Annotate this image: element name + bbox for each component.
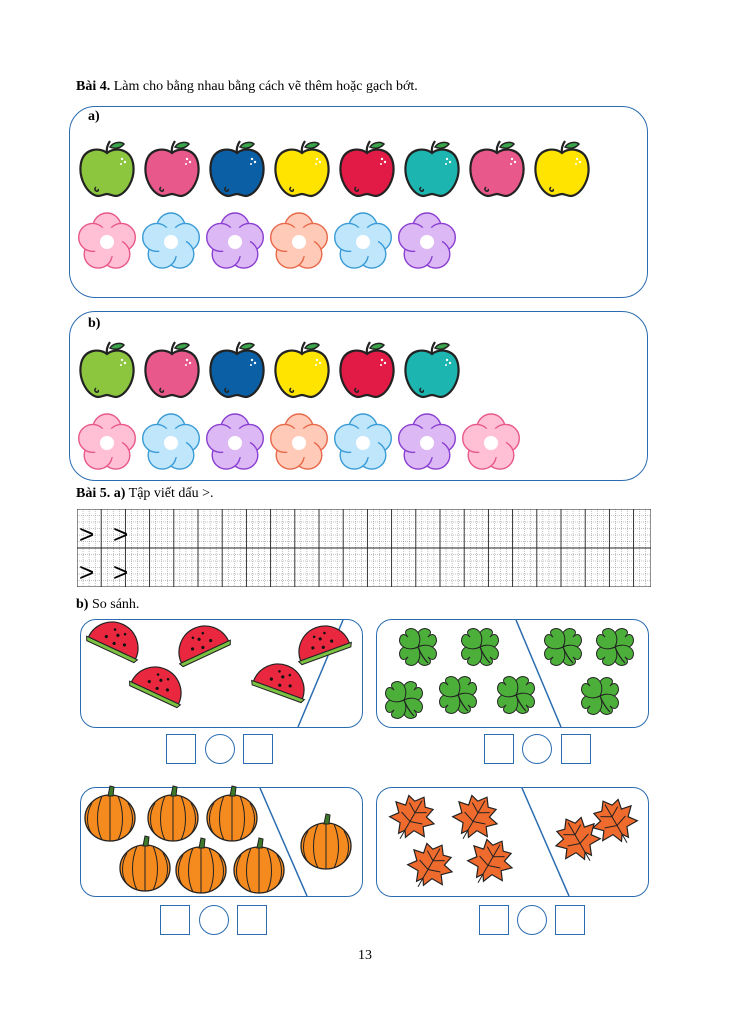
apple-icon	[206, 139, 268, 201]
exercise-5b-heading: b) So sánh.	[76, 597, 140, 612]
leaf-compare-box	[376, 787, 649, 897]
apple-icon	[336, 139, 398, 201]
exercise-4-heading: Bài 4. Làm cho bằng nhau bằng cách vẽ thêm hoặc gạch bớt.	[76, 79, 418, 94]
apple-icon	[271, 139, 333, 201]
apple-icon	[76, 340, 138, 402]
divider-line	[376, 787, 649, 897]
flower-icon	[332, 211, 394, 273]
flower-icon	[396, 211, 458, 273]
answer-box-left[interactable]	[479, 905, 509, 935]
apple-icon	[206, 340, 268, 402]
exercise-5a-heading: Bài 5. a) Tập viết dấu >.	[76, 486, 214, 501]
clover-compare-box	[376, 619, 649, 728]
answer-box-right[interactable]	[243, 734, 273, 764]
answer-box-right[interactable]	[555, 905, 585, 935]
flower-icon	[268, 211, 330, 273]
pumpkin-compare-box	[80, 787, 363, 897]
divider-line	[80, 619, 363, 728]
answer-box-left[interactable]	[160, 905, 190, 935]
divider-line	[80, 787, 363, 897]
answer-box-left[interactable]	[166, 734, 196, 764]
flower-icon	[140, 412, 202, 474]
answer-circle-sign[interactable]	[517, 905, 547, 935]
flower-icon	[76, 211, 138, 273]
greater-than-sign: >	[79, 519, 95, 549]
greater-than-sign: >	[113, 519, 129, 549]
exercise-4a-label: a)	[88, 109, 100, 124]
flower-icon	[140, 211, 202, 273]
handwriting-grid[interactable]	[77, 509, 651, 587]
apple-row-a	[76, 139, 596, 201]
divider-line	[376, 619, 649, 728]
apple-icon	[401, 139, 463, 201]
flower-icon	[332, 412, 394, 474]
answer-box-right[interactable]	[561, 734, 591, 764]
answer-circle-sign[interactable]	[522, 734, 552, 764]
page-number: 13	[358, 948, 372, 963]
greater-than-sign: >	[79, 557, 95, 587]
flower-icon	[204, 412, 266, 474]
apple-row-b	[76, 340, 466, 402]
flower-row-a	[76, 211, 460, 273]
apple-icon	[336, 340, 398, 402]
flower-icon	[396, 412, 458, 474]
flower-icon	[460, 412, 522, 474]
apple-icon	[141, 340, 203, 402]
answer-circle-sign[interactable]	[205, 734, 235, 764]
apple-icon	[271, 340, 333, 402]
answer-circle-sign[interactable]	[199, 905, 229, 935]
apple-icon	[141, 139, 203, 201]
apple-icon	[531, 139, 593, 201]
apple-icon	[466, 139, 528, 201]
apple-icon	[76, 139, 138, 201]
watermelon-compare-box	[80, 619, 363, 728]
answer-box-left[interactable]	[484, 734, 514, 764]
greater-than-sign: >	[113, 557, 129, 587]
answer-box-right[interactable]	[237, 905, 267, 935]
flower-icon	[76, 412, 138, 474]
flower-icon	[268, 412, 330, 474]
flower-row-b	[76, 412, 524, 474]
apple-icon	[401, 340, 463, 402]
flower-icon	[204, 211, 266, 273]
exercise-4b-label: b)	[88, 316, 101, 331]
